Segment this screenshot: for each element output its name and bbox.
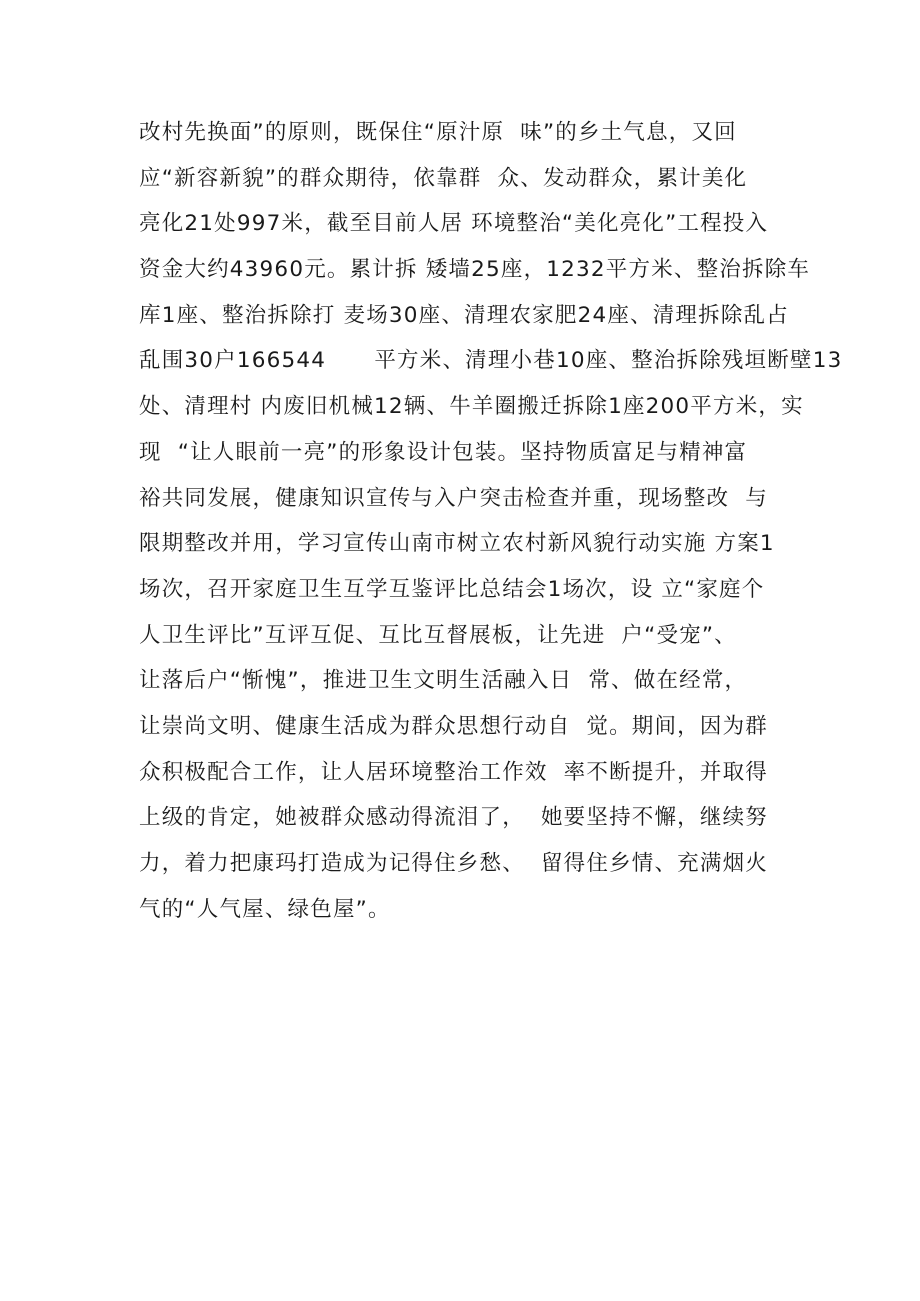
- text-line: 改村先换面”的原则，既保住“原汁原 味”的乡土气息，又回: [139, 120, 737, 145]
- text-line: 亮化21处997米，截至目前人居 环境整治“美化亮化”工程投入: [139, 211, 769, 237]
- text-line: 让崇尚文明、健康生活成为群众思想行动自 觉。期间，因为群: [139, 713, 768, 739]
- body-paragraph: [139, 110, 843, 932]
- text-line: 应“新容新貌”的群众期待，依靠群 众、发动群众，累计美化: [139, 165, 748, 191]
- text-line: 场次，召开家庭卫生互学互鉴评比总结会1场次，设 立“家庭个: [139, 576, 765, 602]
- text-line: 裕共同发展，健康知识宣传与入户突击检查并重，现场整改 与: [139, 485, 768, 511]
- text-line: 乱围30户166544 平方米、清理小巷10座、整治拆除残垣断壁13: [139, 348, 843, 374]
- text-line: 上级的肯定，她被群众感动得流泪了， 她要坚持不懈，继续努: [139, 805, 768, 831]
- text-line: 气的“人气屋、绿色屋”。: [139, 896, 391, 922]
- text-line: 现 “让人眼前一亮”的形象设计包装。坚持物质富足与精神富: [139, 439, 748, 465]
- text-line: 限期整改并用，学习宣传山南市树立农村新风貌行动实施 方案1: [139, 531, 775, 557]
- text-line: 众积极配合工作，让人居环境整治工作效 率不断提升，并取得: [139, 759, 768, 785]
- text-line: 人卫生评比”互评互促、互比互督展板，让先进 户“受宠”、: [139, 622, 737, 648]
- text-line: 力，着力把康玛打造成为记得住乡愁、 留得住乡情、充满烟火: [139, 851, 768, 876]
- text-line: 让落后户“惭愧”，推进卫生文明生活融入日 常、做在经常，: [139, 668, 748, 694]
- text-line: 库1座、整治拆除打 麦场30座、清理农家肥24座、清理拆除乱占: [139, 302, 789, 328]
- text-line: 资金大约43960元。累计拆 矮墙25座，1232平方米、整治拆除车: [139, 257, 811, 283]
- text-line: 处、清理村 内废旧机械12辆、牛羊圈搬迁拆除1座200平方米，实: [139, 394, 804, 420]
